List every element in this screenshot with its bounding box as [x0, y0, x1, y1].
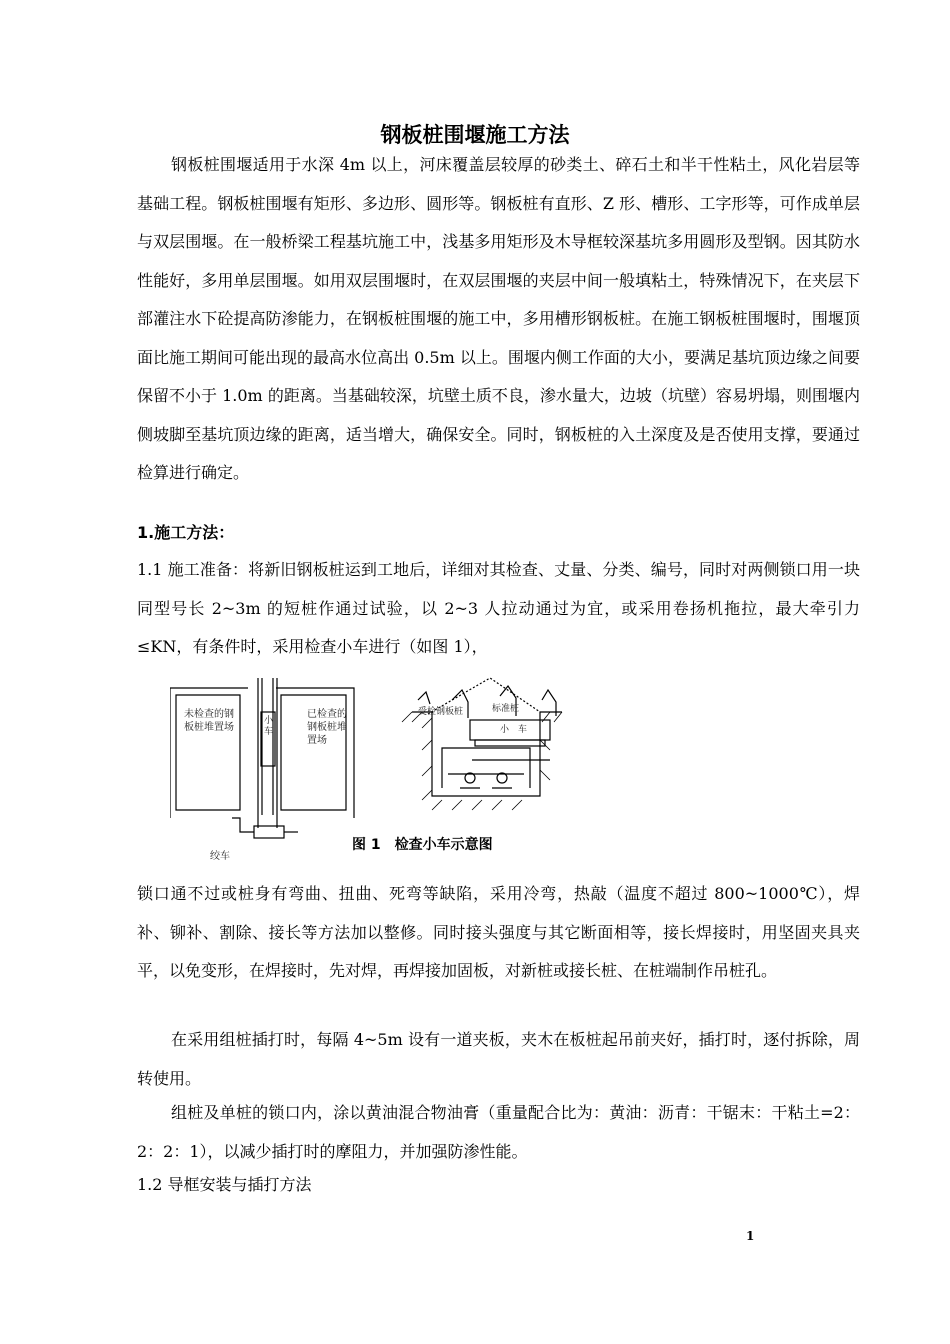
grease-paragraph: 组桩及单桩的锁口内，涂以黄油混合物油膏（重量配合比为：黄油：沥青：干锯末：干粘土=2：2：2：1），以减少插打时的摩阻力，并加强防渗性能。: [137, 1103, 860, 1161]
section-1-1-paragraph: 1.1 施工准备：将新旧钢板桩运到工地后，详细对其检查、丈量、分类、编号，同时对两侧锁口用一块同型号长 2~3m 的短桩作通过试验，以 2~3 人拉动通过为宜，或采用卷扬机拖拉，最大牵引力≤KN，有条件时，采用检查小车进行（如图 1），: [137, 560, 860, 656]
section-1-2-heading: 1.2 导框安装与插打方法: [137, 1175, 312, 1194]
cart-label: 小 车: [500, 725, 528, 735]
standard-pile-label: 标准桩: [492, 704, 520, 714]
tested-pile-label: 受检钢板桩: [418, 707, 464, 717]
figure-caption: 图 1 检查小车示意图: [352, 837, 493, 853]
section-1-heading: 1.施工方法：: [137, 523, 235, 542]
document-title: 钢板桩围堰施工方法: [380, 123, 570, 147]
intro-paragraph: 钢板桩围堰适用于水深 4m 以上，河床覆盖层较厚的砂类土、碎石土和半干性粘土，风化岩层等基础工程。钢板桩围堰有矩形、多边形、圆形等。钢板桩有直形、Z 形、槽形、工字形等，可作成单层与双层围堰。在一般桥梁工程基坑施工中，浅基多用矩形及木导框较深基坑多用圆形及型钢。因其防水性能好，多用单层围堰。如用双层围堰时，在双层围堰的夹层中间一般填粘土，特殊情况下，在夹层下部灌注水下砼提高防渗能力，在钢板桩围堰的施工中，多用槽形钢板桩。在施工钢板桩围堰时，围堰顶面比施工期间可能出现的最高水位高出 0.5m 以上。围堰内侧工作面的大小，要满足基坑顶边缘之间要保留不小于 1.0m 的距离。当基础较深，坑壁土质不良，渗水量大，边坡（坑壁）容易坍塌，则围堰内侧坡脚至基坑顶边缘的距离，适当增大，确保安全。同时，钢板桩的入土深度及是否使用支撑，要通过检算进行确定。: [137, 155, 860, 482]
winch-label: 绞车: [210, 851, 230, 862]
figure-1: [170, 670, 630, 870]
clamp-paragraph: 在采用组桩插打时，每隔 4~5m 设有一道夹板，夹木在板桩起吊前夹好，插打时，逐付拆除，周转使用。: [137, 1030, 860, 1088]
page-number: 1: [746, 1229, 755, 1243]
checked-pile-yard-label: 已检查的钢板桩堆置场: [307, 709, 347, 746]
unchecked-pile-yard-label: 未检查的钢板桩堆置场: [184, 709, 234, 733]
repair-paragraph: 锁口通不过或桩身有弯曲、扭曲、死弯等缺陷，采用冷弯，热敲（温度不超过 800~1000℃），焊补、铆补、割除、接长等方法加以整修。同时接头强度与其它断面相等，接长焊接时，用坚固夹具夹平，以免变形，在焊接时，先对焊，再焊接加固板，对新桩或接长桩、在桩端制作吊桩孔。: [137, 884, 860, 980]
cart-vertical-label: 小车: [264, 716, 274, 737]
